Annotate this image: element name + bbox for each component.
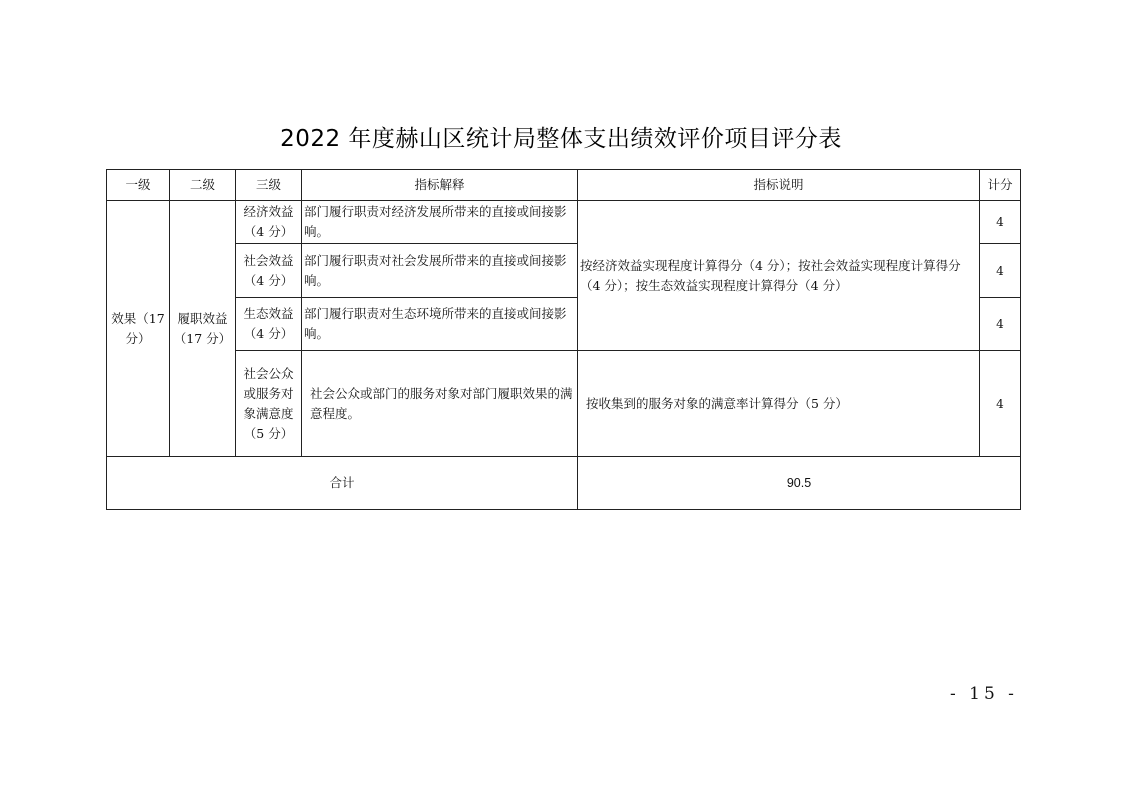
- header-level2: 二级: [170, 170, 236, 201]
- total-value: 90.5: [578, 457, 1021, 510]
- score-cell: 4: [980, 201, 1021, 244]
- explain-cell: 部门履行职责对社会发展所带来的直接或间接影响。: [302, 244, 578, 298]
- header-score: 计分: [980, 170, 1021, 201]
- score-table: [106, 169, 1021, 510]
- table-row: [107, 201, 1021, 244]
- page-title: 2022 年度赫山区统计局整体支出绩效评价项目评分表: [280, 126, 842, 152]
- score-cell: 4: [980, 244, 1021, 298]
- desc-cell: 按收集到的服务对象的满意率计算得分（5 分）: [578, 351, 980, 457]
- score-cell: 4: [980, 298, 1021, 351]
- score-cell: 4: [980, 351, 1021, 457]
- total-row: [107, 457, 1021, 510]
- level3-cell: 生态效益（4 分）: [236, 298, 302, 351]
- total-label: 合计: [107, 457, 578, 510]
- table-header-row: [107, 170, 1021, 201]
- page-number: - 15 -: [950, 684, 1018, 704]
- explain-cell: 社会公众或部门的服务对象对部门履职效果的满意程度。: [302, 351, 578, 457]
- level1-cell: 效果（17 分）: [107, 201, 170, 457]
- explain-cell: 部门履行职责对生态环境所带来的直接或间接影响。: [302, 298, 578, 351]
- header-level1: 一级: [107, 170, 170, 201]
- explain-cell: 部门履行职责对经济发展所带来的直接或间接影响。: [302, 201, 578, 244]
- level2-cell: 履职效益（17 分）: [170, 201, 236, 457]
- level3-cell: 社会效益（4 分）: [236, 244, 302, 298]
- header-level3: 三级: [236, 170, 302, 201]
- header-desc: 指标说明: [578, 170, 980, 201]
- header-explain: 指标解释: [302, 170, 578, 201]
- level3-cell: 经济效益（4 分）: [236, 201, 302, 244]
- merged-desc-cell: 按经济效益实现程度计算得分（4 分）；按社会效益实现程度计算得分（4 分）；按生态效益实现程度计算得分（4 分）: [578, 201, 980, 351]
- table-row: [107, 351, 1021, 457]
- level3-cell: 社会公众或服务对象满意度（5 分）: [236, 351, 302, 457]
